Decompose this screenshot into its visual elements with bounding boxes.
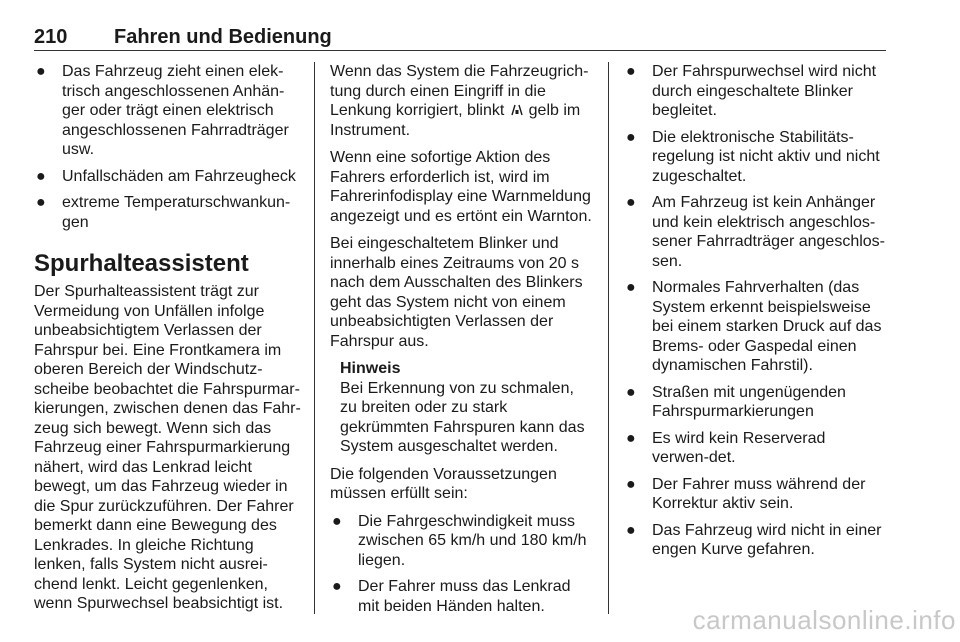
list-item: ● Normales Fahrverhalten (das System erkennt beispielsweise bei einem starken Druck auf das Brems- oder Gaspedal einen dynamischen Fahrstil). <box>626 279 882 374</box>
list-item: ● Das Fahrzeug wird nicht in einer engen Kurve gefahren. <box>626 521 882 558</box>
column-3 <box>624 62 886 567</box>
header-rule <box>34 50 886 51</box>
column-divider-1 <box>314 62 315 614</box>
list-item: ● Der Fahrer muss während der Korrektur aktiv sein. <box>626 475 866 512</box>
bullet-icon: ● <box>626 128 636 146</box>
list-item: ● Die Fahrgeschwindigkeit muss zwischen 65 km/h und 180 km/h liegen. <box>332 512 587 569</box>
bullet-list-3 <box>624 62 886 560</box>
list-item: ● Die elektronische Stabilitäts-regelung ist nicht aktiv und nicht zugeschaltet. <box>626 128 880 185</box>
bullet-icon: ● <box>36 194 46 211</box>
body-paragraph: Bei eingeschaltetem Blinker und innerhalb eines Zeitraums von 20 s nach dem Ausschalten des Blinkers geht das System nicht von einem unbeabsichtigten Verlassen der Fahrspur aus. <box>330 235 583 350</box>
bullet-icon: ● <box>626 383 636 401</box>
hint-title: Hinweis <box>340 360 401 377</box>
page-header <box>34 26 886 50</box>
column-1 <box>34 62 302 622</box>
bullet-icon: ● <box>626 194 636 211</box>
section-title: Fahren und Bedienung <box>114 26 332 48</box>
bullet-icon: ● <box>36 167 46 185</box>
body-paragraph: Wenn das System die Fahrzeugrich-tung durch einen Eingriff in die Lenkung korrigiert, blinkt gelb im Instrument. <box>330 63 589 139</box>
list-item: ● Straßen mit ungenügenden Fahrspurmarkierungen <box>626 383 846 420</box>
section-heading: Spurhalteassistent <box>34 250 249 277</box>
body-paragraph: Wenn eine sofortige Aktion des Fahrers erforderlich ist, wird im Fahrerinfodisplay eine Warnmeldung angezeigt und es ertönt ein Warnton. <box>330 149 592 225</box>
list-item: ● Unfallschäden am Fahrzeugheck <box>36 167 296 185</box>
bullet-list-1 <box>34 62 302 232</box>
bullet-icon: ● <box>626 63 636 80</box>
bullet-icon: ● <box>626 475 636 493</box>
hint-text: Bei Erkennung von zu schmalen, zu breiten oder zu stark gekrümmten Fahrspuren kann das System ausgeschaltet werden. <box>340 379 585 455</box>
watermark: carmanualsonline.info <box>692 605 956 635</box>
list-item: ● extreme Temperaturschwankun-gen <box>36 194 291 231</box>
bullet-icon: ● <box>626 521 636 539</box>
bullet-icon: ● <box>332 578 342 595</box>
bullet-icon: ● <box>626 279 636 296</box>
column-divider-2 <box>608 62 609 614</box>
body-paragraph: Die folgenden Voraussetzungen müssen erfüllt sein: <box>330 465 557 502</box>
list-item: ● Es wird kein Reserverad verwen-det. <box>626 429 826 466</box>
bullet-icon: ● <box>36 63 46 80</box>
bullet-list-2 <box>330 512 592 617</box>
hint-box <box>340 359 592 457</box>
column-2 <box>330 62 592 623</box>
body-paragraph: Der Spurhalteassistent trägt zur Vermeidung von Unfällen infolge unbeabsichtigtem Verlassen der Fahrspur bei. Eine Frontkamera im oberen Bereich der Windschutz-scheibe beobachtet die Fahrspurmar-kierungen, zwischen denen das Fahr-zeug sich bewegt. Wenn sich das Fahrzeug einer Fahrspurmarkierung nähert, wird das Lenkrad leicht bewegt, um das Fahrzeug wieder in die Spur zurückzuführen. Der Fahrer bemerkt dann eine Bewegung des Lenkrades. In gleiche Richtung lenken, falls System nicht ausrei-chend lenkt. Leicht gegenlenken, wenn Spurwechsel beabsichtigt ist. <box>34 283 301 612</box>
list-item: ● Der Fahrer muss das Lenkrad mit beiden Händen halten. <box>332 578 571 615</box>
bullet-icon: ● <box>332 512 342 530</box>
list-item: ● Am Fahrzeug ist kein Anhänger und kein elektrisch angeschlos-sener Fahrradträger angeschlos-sen. <box>626 194 886 270</box>
lane-keep-icon <box>509 102 529 118</box>
list-item: ● Das Fahrzeug zieht einen elek-trisch angeschlossenen Anhän-ger oder trägt einen elektrisch angeschlossenen Fahrradträger usw. <box>36 63 289 158</box>
page-number: 210 <box>34 26 68 48</box>
list-item: ● Der Fahrspurwechsel wird nicht durch eingeschaltete Blinker begleitet. <box>626 63 877 119</box>
bullet-icon: ● <box>626 429 636 447</box>
